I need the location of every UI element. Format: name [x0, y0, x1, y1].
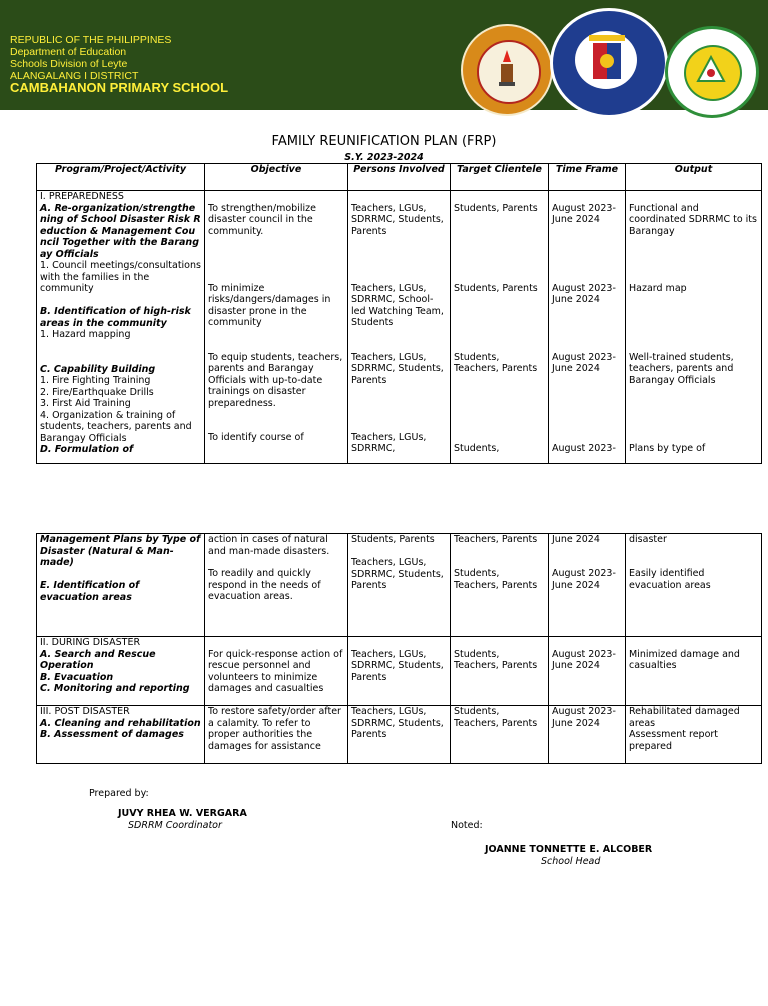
section-preparedness: I. PREPAREDNESS [40, 191, 124, 202]
header-line-republic: REPUBLIC OF THE PHILIPPINES [10, 34, 172, 46]
persons-cell [348, 191, 451, 464]
frp-table-part-2 [36, 533, 762, 764]
noted-by-name: JOANNE TONNETTE E. ALCOBER [485, 844, 653, 855]
noted-by-role: School Head [541, 856, 601, 867]
objective-text: To readily and quickly respond in the needs of evacuation areas. [208, 568, 321, 602]
output-text: Rehabilitated damaged areas [629, 706, 740, 729]
header-line-division: Schools Division of Leyte [10, 58, 128, 70]
header-target: Target Clientele [451, 164, 549, 191]
header-timeframe: Time Frame [549, 164, 626, 191]
prepared-by-label: Prepared by: [89, 788, 149, 799]
timeframe-cell [549, 534, 626, 637]
persons-text: Teachers, LGUs, SDRRMC, School-led Watching Team, Students [351, 282, 444, 328]
persons-text: Teachers, LGUs, SDRRMC, [351, 431, 427, 454]
persons-text: Teachers, LGUs, SDRRMC, Students, Parents [351, 648, 444, 683]
objective-text: To restore safety/order after a calamity. To refer to proper authorities the damages for assistance [208, 706, 341, 752]
program-cell [37, 706, 205, 764]
section-during-disaster: II. DURING DISASTER [40, 637, 141, 648]
output-text: disaster [629, 534, 667, 545]
timeframe-text: August 2023-June 2024 [552, 568, 616, 591]
target-cell [451, 706, 549, 764]
program-cell [37, 191, 205, 464]
output-text: Plans by type of [629, 442, 706, 454]
persons-text: Teachers, LGUs, SDRRMC, Students, Parents [351, 706, 444, 740]
header-output: Output [626, 164, 762, 191]
timeframe-cell [549, 191, 626, 464]
persons-text: Teachers, LGUs, SDRRMC, Students, Parents [351, 557, 444, 591]
header-persons: Persons Involved [348, 164, 451, 191]
target-text: Students, Parents [454, 282, 538, 294]
program-c-item: 1. Fire Fighting Training [40, 375, 151, 386]
output-text: Well-trained students, teachers, parents and Barangay Officials [629, 351, 734, 386]
post-item: B. Assessment of damages [40, 729, 184, 740]
objective-text: To equip students, teachers, parents and Barangay Officials with up-to-date trainings on disaster preparedness. [208, 351, 343, 409]
deped-seal-icon [550, 8, 668, 118]
objective-text: To strengthen/mobilize disaster council in the community. [208, 202, 316, 237]
header-line-deped: Department of Education [10, 46, 127, 58]
program-e-title: E. Identification of evacuation areas [40, 580, 140, 603]
objective-text: For quick-response action of rescue personnel and volunteers to minimize damages and casualties [208, 648, 343, 694]
program-c-item: 4. Organization & training of students, teachers, parents and Barangay Officials [40, 409, 192, 444]
timeframe-text: August 2023-June 2024 [552, 648, 616, 671]
target-text: Students, [454, 442, 500, 454]
output-text: Assessment report prepared [629, 729, 719, 752]
target-cell [451, 637, 549, 706]
during-item: C. Monitoring and reporting [40, 683, 190, 694]
objective-cell [205, 534, 348, 637]
school-name: CAMBAHANON PRIMARY SCHOOL [10, 80, 229, 95]
program-c-title: C. Capability Building [40, 363, 156, 375]
target-text: Students, Teachers, Parents [454, 568, 538, 591]
program-b-title: B. Identification of high-risk areas in the community [40, 306, 191, 329]
target-text: Teachers, Parents [454, 534, 538, 545]
target-cell [451, 534, 549, 637]
header-objective: Objective [205, 164, 348, 191]
target-text: Students, Teachers, Parents [454, 351, 538, 374]
target-text: Students, Teachers, Parents [454, 706, 538, 729]
output-text: Hazard map [629, 282, 687, 294]
timeframe-text: August 2023- [552, 442, 616, 454]
objective-cell [205, 191, 348, 464]
timeframe-text: August 2023-June 2024 [552, 351, 616, 374]
objective-text: To minimize risks/dangers/damages in disaster prone in the community [208, 282, 331, 328]
persons-text: Students, Parents [351, 534, 435, 545]
post-item: A. Cleaning and rehabilitation [40, 717, 201, 729]
persons-cell [348, 637, 451, 706]
program-a-title: A. Re-organization/strengthening of School Disaster Risk Reduction & Management Council Together with the Barangay Officials [40, 202, 201, 260]
timeframe-cell [549, 637, 626, 706]
frp-table-part-1 [36, 163, 762, 464]
output-cell [626, 706, 762, 764]
during-item: A. Search and Rescue Operation [40, 648, 156, 671]
schools-division-leyte-seal-icon [665, 26, 759, 118]
persons-text: Teachers, LGUs, SDRRMC, Students, Parents [351, 351, 444, 386]
persons-cell [348, 706, 451, 764]
timeframe-text: June 2024 [552, 534, 600, 545]
prepared-by-name: JUVY RHEA W. VERGARA [118, 808, 247, 819]
school-year: S.Y. 2023-2024 [344, 152, 424, 163]
output-cell [626, 637, 762, 706]
during-item: B. Evacuation [40, 671, 114, 683]
program-a-item: 1. Council meetings/consultations with the families in the community [40, 260, 201, 294]
persons-text: Teachers, LGUs, SDRRMC, Students, Parents [351, 202, 444, 237]
program-d-continued: Management Plans by Type of Disaster (Natural & Man-made) [40, 534, 201, 568]
timeframe-text: August 2023-June 2024 [552, 706, 616, 729]
target-text: Students, Parents [454, 202, 538, 214]
program-c-item: 2. Fire/Earthquake Drills [40, 386, 154, 398]
header-banner [0, 0, 768, 110]
header-program: Program/Project/Activity [37, 164, 205, 191]
output-text: Functional and coordinated SDRRMC to its Barangay [629, 202, 757, 237]
objective-text: To identify course of [208, 431, 304, 443]
noted-label: Noted: [451, 820, 483, 831]
objective-cell [205, 637, 348, 706]
objective-text: action in cases of natural and man-made disasters. [208, 534, 330, 557]
output-cell [626, 534, 762, 637]
section-post-disaster: III. POST DISASTER [40, 706, 130, 717]
program-b-item: 1. Hazard mapping [40, 329, 131, 340]
output-text: Easily identified evacuation areas [629, 568, 711, 591]
persons-cell [348, 534, 451, 637]
target-text: Students, Teachers, Parents [454, 648, 538, 671]
page-title: FAMILY REUNIFICATION PLAN (FRP) [271, 134, 497, 149]
output-text: Minimized damage and casualties [629, 648, 740, 671]
target-cell [451, 191, 549, 464]
output-cell [626, 191, 762, 464]
objective-cell [205, 706, 348, 764]
timeframe-cell [549, 706, 626, 764]
program-cell [37, 534, 205, 637]
program-d-title: D. Formulation of [40, 444, 134, 455]
timeframe-text: August 2023-June 2024 [552, 202, 616, 225]
program-c-item: 3. First Aid Training [40, 398, 131, 409]
program-cell [37, 637, 205, 706]
alangalang-district-seal-icon [461, 24, 553, 116]
prepared-by-role: SDRRM Coordinator [128, 820, 222, 831]
header-line-district: ALANGALANG I DISTRICT [10, 70, 139, 82]
timeframe-text: August 2023-June 2024 [552, 282, 616, 305]
